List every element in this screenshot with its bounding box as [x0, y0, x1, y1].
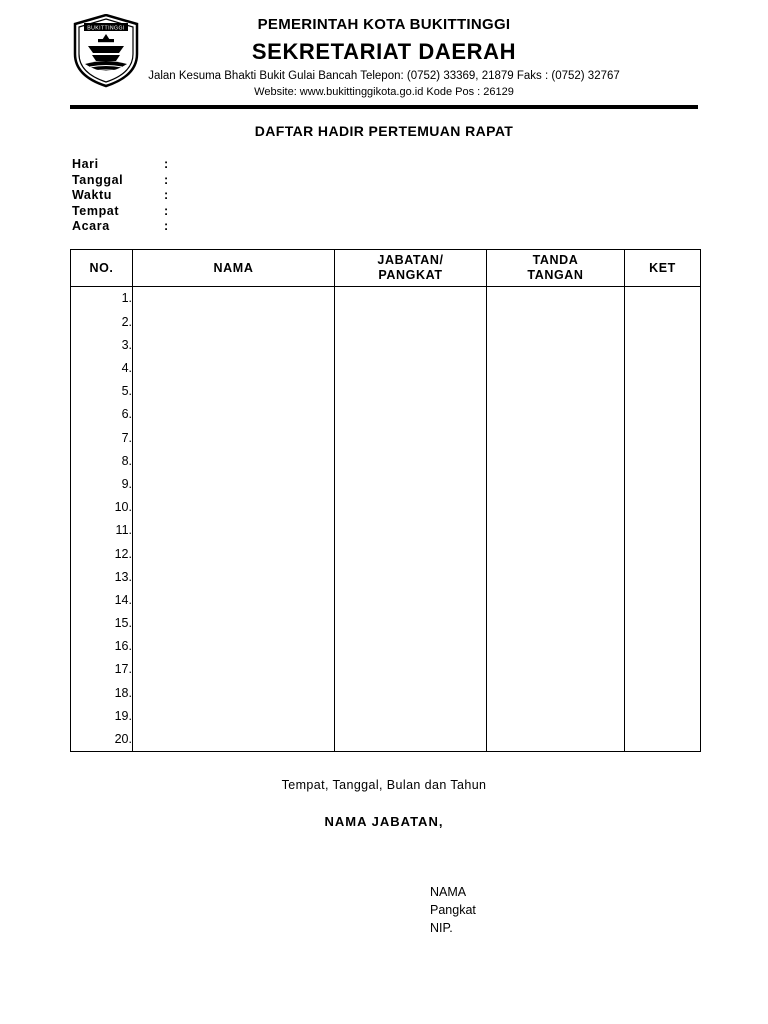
cell-ket[interactable] — [625, 286, 701, 310]
cell-nama[interactable] — [133, 588, 335, 611]
meta-colon-tempat: : — [164, 203, 169, 218]
signature-rank: Pangkat — [430, 902, 476, 917]
table-row — [71, 472, 701, 495]
cell-jabatan[interactable] — [335, 356, 487, 379]
cell-ket[interactable] — [625, 519, 701, 542]
table-row — [71, 542, 701, 565]
cell-tanda-tangan[interactable] — [487, 611, 625, 634]
cell-tanda-tangan[interactable] — [487, 542, 625, 565]
meta-colon-hari: : — [164, 157, 169, 172]
table-row — [71, 380, 701, 403]
cell-jabatan[interactable] — [335, 403, 487, 426]
column-header-jabatan-line1: JABATAN/ — [377, 253, 444, 268]
cell-tanda-tangan[interactable] — [487, 704, 625, 727]
signature-nip: NIP. — [430, 920, 453, 935]
cell-ket[interactable] — [625, 472, 701, 495]
cell-nama[interactable] — [133, 496, 335, 519]
row-number: 8. — [71, 449, 133, 472]
column-header-ttd-line1: TANDA — [532, 253, 579, 268]
table-row — [71, 658, 701, 681]
meta-row-hari — [72, 157, 768, 173]
cell-nama[interactable] — [133, 286, 335, 310]
signature-name-block — [0, 883, 768, 937]
table-row — [71, 356, 701, 379]
table-row — [71, 635, 701, 658]
cell-tanda-tangan[interactable] — [487, 380, 625, 403]
cell-nama[interactable] — [133, 356, 335, 379]
cell-jabatan[interactable] — [335, 472, 487, 495]
cell-jabatan[interactable] — [335, 496, 487, 519]
organization-address: Jalan Kesuma Bhakti Bukit Gulai Bancah Telepon: (0752) 33369, 21879 Faks : (0752) 32767 — [148, 70, 620, 82]
city-crest-icon — [72, 14, 140, 88]
cell-tanda-tangan[interactable] — [487, 426, 625, 449]
cell-jabatan[interactable] — [335, 286, 487, 310]
cell-jabatan[interactable] — [335, 310, 487, 333]
cell-jabatan[interactable] — [335, 727, 487, 751]
cell-nama[interactable] — [133, 727, 335, 751]
cell-nama[interactable] — [133, 565, 335, 588]
meta-label-acara: Acara — [72, 219, 110, 234]
cell-jabatan[interactable] — [335, 519, 487, 542]
cell-tanda-tangan[interactable] — [487, 588, 625, 611]
table-body — [71, 286, 701, 751]
row-number: 3. — [71, 333, 133, 356]
row-number: 17. — [71, 658, 133, 681]
table-row — [71, 496, 701, 519]
organization-name-line1: PEMERINTAH KOTA BUKITTINGGI — [257, 16, 511, 33]
cell-nama[interactable] — [133, 449, 335, 472]
cell-tanda-tangan[interactable] — [487, 356, 625, 379]
cell-ket[interactable] — [625, 704, 701, 727]
cell-nama[interactable] — [133, 635, 335, 658]
meta-colon-tanggal: : — [164, 172, 169, 187]
row-number: 11. — [71, 519, 133, 542]
cell-ket[interactable] — [625, 565, 701, 588]
table-row — [71, 681, 701, 704]
row-number: 2. — [71, 310, 133, 333]
table-row — [71, 704, 701, 727]
column-header-ket: KET — [625, 249, 701, 286]
meta-row-tempat — [72, 204, 768, 220]
meta-row-acara — [72, 219, 768, 235]
svg-text:BUKITTINGGI: BUKITTINGGI — [87, 25, 125, 32]
table-row — [71, 310, 701, 333]
cell-jabatan[interactable] — [335, 588, 487, 611]
column-header-jabatan-line2: PANGKAT — [378, 267, 443, 282]
meta-colon-waktu: : — [164, 188, 169, 203]
cell-tanda-tangan[interactable] — [487, 681, 625, 704]
cell-nama[interactable] — [133, 658, 335, 681]
column-header-ttd-line2: TANGAN — [527, 267, 584, 282]
cell-nama[interactable] — [133, 611, 335, 634]
cell-jabatan[interactable] — [335, 704, 487, 727]
cell-jabatan[interactable] — [335, 333, 487, 356]
table-row — [71, 449, 701, 472]
table-header-row — [71, 249, 701, 286]
row-number: 20. — [71, 727, 133, 751]
document-header — [0, 0, 768, 99]
column-header-no: NO. — [71, 249, 133, 286]
cell-nama[interactable] — [133, 704, 335, 727]
cell-nama[interactable] — [133, 380, 335, 403]
table-row — [71, 403, 701, 426]
cell-nama[interactable] — [133, 333, 335, 356]
row-number: 9. — [71, 472, 133, 495]
meta-label-tanggal: Tanggal — [72, 172, 124, 187]
table-row — [71, 286, 701, 310]
table-row — [71, 565, 701, 588]
cell-jabatan[interactable] — [335, 449, 487, 472]
signature-block — [0, 778, 768, 937]
cell-jabatan[interactable] — [335, 611, 487, 634]
cell-ket[interactable] — [625, 449, 701, 472]
signature-name: NAMA — [430, 884, 467, 899]
organization-name-line2: SEKRETARIAT DAERAH — [251, 39, 517, 64]
cell-nama[interactable] — [133, 542, 335, 565]
meta-row-tanggal — [72, 173, 768, 189]
cell-ket[interactable] — [625, 333, 701, 356]
cell-nama[interactable] — [133, 426, 335, 449]
cell-tanda-tangan[interactable] — [487, 519, 625, 542]
cell-ket[interactable] — [625, 588, 701, 611]
table-row — [71, 333, 701, 356]
meta-label-hari: Hari — [72, 157, 99, 172]
cell-jabatan[interactable] — [335, 542, 487, 565]
cell-ket[interactable] — [625, 658, 701, 681]
cell-ket[interactable] — [625, 426, 701, 449]
cell-tanda-tangan[interactable] — [487, 727, 625, 751]
cell-tanda-tangan[interactable] — [487, 658, 625, 681]
cell-jabatan[interactable] — [335, 635, 487, 658]
cell-ket[interactable] — [625, 356, 701, 379]
column-header-jabatan-pangkat — [335, 249, 487, 286]
organization-website: Website: www.bukittinggikota.go.id Kode Pos : 26129 — [254, 85, 514, 98]
table-row — [71, 519, 701, 542]
row-number: 12. — [71, 542, 133, 565]
table-row — [71, 727, 701, 751]
row-number: 10. — [71, 496, 133, 519]
cell-tanda-tangan[interactable] — [487, 333, 625, 356]
meta-row-waktu — [72, 188, 768, 204]
cell-ket[interactable] — [625, 496, 701, 519]
meta-colon-acara: : — [164, 219, 169, 234]
cell-tanda-tangan[interactable] — [487, 403, 625, 426]
meta-label-tempat: Tempat — [72, 203, 120, 218]
cell-jabatan[interactable] — [335, 565, 487, 588]
row-number: 6. — [71, 403, 133, 426]
cell-tanda-tangan[interactable] — [487, 286, 625, 310]
cell-tanda-tangan[interactable] — [487, 449, 625, 472]
cell-nama[interactable] — [133, 472, 335, 495]
cell-ket[interactable] — [625, 635, 701, 658]
table-header — [71, 249, 701, 286]
cell-tanda-tangan[interactable] — [487, 496, 625, 519]
cell-jabatan[interactable] — [335, 658, 487, 681]
table-row — [71, 588, 701, 611]
cell-jabatan[interactable] — [335, 380, 487, 403]
row-number: 14. — [71, 588, 133, 611]
cell-ket[interactable] — [625, 681, 701, 704]
row-number: 16. — [71, 635, 133, 658]
cell-jabatan[interactable] — [335, 681, 487, 704]
cell-tanda-tangan[interactable] — [487, 635, 625, 658]
column-header-tanda-tangan — [487, 249, 625, 286]
row-number: 19. — [71, 704, 133, 727]
cell-ket[interactable] — [625, 727, 701, 751]
row-number: 18. — [71, 681, 133, 704]
table-row — [71, 611, 701, 634]
cell-nama[interactable] — [133, 681, 335, 704]
cell-ket[interactable] — [625, 611, 701, 634]
attendance-table — [70, 249, 701, 752]
cell-ket[interactable] — [625, 310, 701, 333]
cell-ket[interactable] — [625, 542, 701, 565]
row-number: 1. — [71, 286, 133, 310]
column-header-nama: NAMA — [133, 249, 335, 286]
cell-tanda-tangan[interactable] — [487, 565, 625, 588]
row-number: 7. — [71, 426, 133, 449]
meeting-details — [72, 157, 768, 235]
table-row — [71, 426, 701, 449]
row-number: 15. — [71, 611, 133, 634]
cell-ket[interactable] — [625, 380, 701, 403]
row-number: 5. — [71, 380, 133, 403]
row-number: 13. — [71, 565, 133, 588]
meta-label-waktu: Waktu — [72, 188, 113, 203]
cell-ket[interactable] — [625, 403, 701, 426]
cell-nama[interactable] — [133, 403, 335, 426]
cell-nama[interactable] — [133, 519, 335, 542]
cell-tanda-tangan[interactable] — [487, 472, 625, 495]
attendance-table-wrapper — [70, 249, 698, 752]
page-title: DAFTAR HADIR PERTEMUAN RAPAT — [254, 123, 514, 140]
signature-jabatan: NAMA JABATAN, — [324, 813, 444, 829]
cell-nama[interactable] — [133, 310, 335, 333]
cell-jabatan[interactable] — [335, 426, 487, 449]
header-divider — [70, 105, 698, 109]
cell-tanda-tangan[interactable] — [487, 310, 625, 333]
signature-place-date: Tempat, Tanggal, Bulan dan Tahun — [281, 777, 487, 792]
row-number: 4. — [71, 356, 133, 379]
